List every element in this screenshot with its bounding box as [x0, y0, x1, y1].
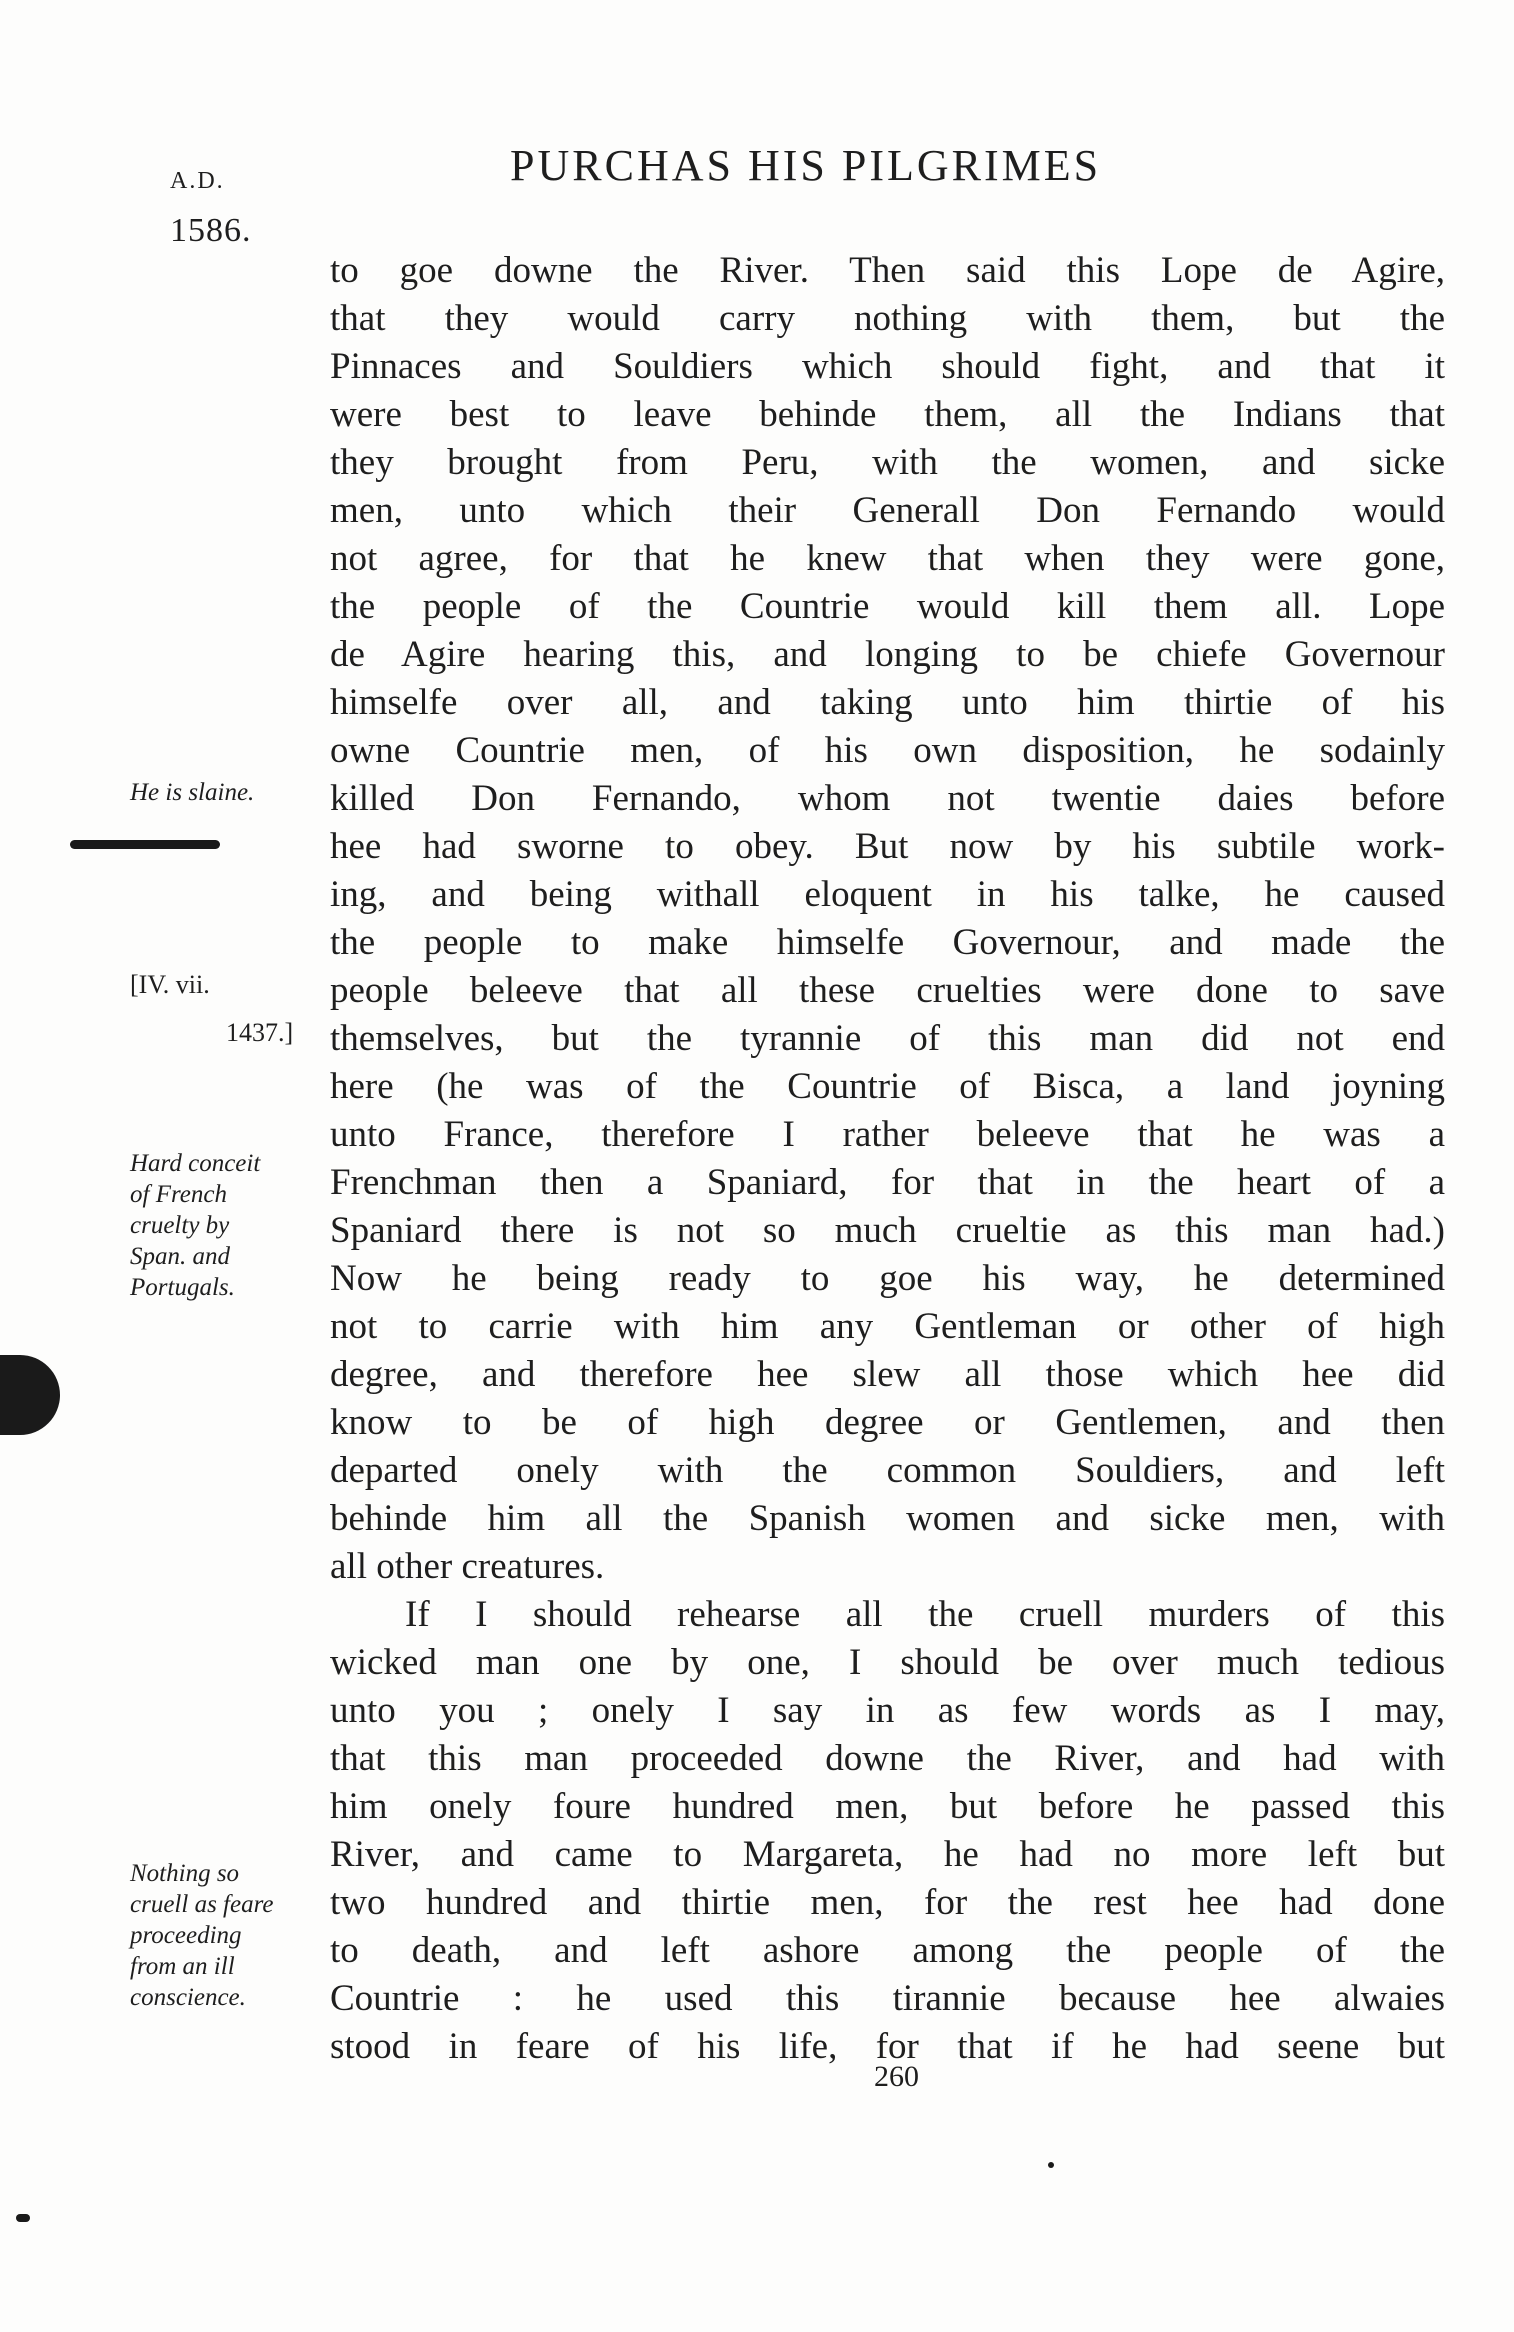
body-line: himselfe over all, and taking unto him thirtie of his: [330, 682, 1445, 723]
running-title: PURCHAS HIS PILGRIMES: [510, 141, 1102, 190]
margin-note-line: from an ill: [130, 1953, 235, 1980]
body-line: owne Countrie men, of his own disposition, he sodainly: [330, 730, 1445, 771]
body-line: were best to leave behinde them, all the Indians that: [330, 394, 1445, 435]
scan-shadow: [0, 1355, 60, 1435]
margin-note-line: He is slaine.: [130, 779, 255, 806]
margin-note-line: Nothing so: [130, 1860, 240, 1887]
body-line: Frenchman then a Spaniard, for that in the heart of a: [330, 1162, 1445, 1203]
body-line: that they would carry nothing with them, but the: [330, 298, 1445, 339]
margin-note-line: cruell as feare: [130, 1891, 274, 1918]
body-line: unto France, therefore I rather beleeve that he was a: [330, 1114, 1445, 1155]
body-line: behinde him all the Spanish women and sicke men, with: [330, 1498, 1445, 1539]
margin-reference-page: 1437.]: [226, 1018, 294, 1047]
body-line: wicked man one by one, I should be over much tedious: [330, 1642, 1445, 1683]
body-line: that this man proceeded downe the River, and had with: [330, 1738, 1445, 1779]
body-line: degree, and therefore hee slew all those which hee did: [330, 1354, 1445, 1395]
page-number: 260: [874, 2060, 919, 2093]
body-line: to death, and left ashore among the people of the: [330, 1930, 1445, 1971]
margin-note-nothing: [130, 1858, 273, 2013]
header-ad-label: A.D.: [170, 168, 225, 194]
body-line: men, unto which their Generall Don Fernando would: [330, 490, 1445, 531]
body-line: the people to make himselfe Governour, and made the: [330, 922, 1445, 963]
body-line: Now he being ready to goe his way, he determined: [330, 1258, 1445, 1299]
body-line: de Agire hearing this, and longing to be chiefe Governour: [330, 634, 1445, 675]
body-line: they brought from Peru, with the women, and sicke: [330, 442, 1445, 483]
body-line: hee had sworne to obey. But now by his subtile work-: [330, 826, 1445, 867]
ink-smudge: [70, 840, 220, 849]
body-line: River, and came to Margareta, he had no more left but: [330, 1834, 1445, 1875]
body-line: If I should rehearse all the cruell murders of this: [405, 1594, 1445, 1635]
ink-speck: [1048, 2162, 1054, 2168]
body-line: themselves, but the tyrannie of this man did not end: [330, 1018, 1445, 1059]
margin-note-line: proceeding: [130, 1922, 242, 1949]
body-line: know to be of high degree or Gentlemen, and then: [330, 1402, 1445, 1443]
body-line: people beleeve that all these cruelties were done to save: [330, 970, 1445, 1011]
margin-reference-volume: [IV. vii.: [130, 970, 210, 999]
margin-note-line: Hard conceit: [130, 1150, 261, 1177]
body-line: him onely foure hundred men, but before he passed this: [330, 1786, 1445, 1827]
body-line: to goe downe the River. Then said this Lope de Agire,: [330, 250, 1445, 291]
body-line: here (he was of the Countrie of Bisca, a land joyning: [330, 1066, 1445, 1107]
margin-note-line: Portugals.: [130, 1274, 235, 1301]
body-line: unto you ; onely I say in as few words as I may,: [330, 1690, 1445, 1731]
body-line: the people of the Countrie would kill them all. Lope: [330, 586, 1445, 627]
margin-note-line: of French: [130, 1181, 227, 1208]
margin-note-line: cruelty by: [130, 1212, 230, 1239]
body-line: two hundred and thirtie men, for the rest hee had done: [330, 1882, 1445, 1923]
body-line: not agree, for that he knew that when they were gone,: [330, 538, 1445, 579]
body-line: ing, and being withall eloquent in his talke, he caused: [330, 874, 1445, 915]
body-line: all other creatures.: [330, 1546, 605, 1587]
body-line: killed Don Fernando, whom not twentie daies before: [330, 778, 1445, 819]
margin-note-line: conscience.: [130, 1984, 246, 2011]
margin-note-slain: [130, 777, 254, 808]
header-year: 1586.: [170, 212, 252, 249]
body-line: not to carrie with him any Gentleman or other of high: [330, 1306, 1445, 1347]
ink-speck: [16, 2214, 30, 2222]
body-line: departed onely with the common Souldiers, and left: [330, 1450, 1445, 1491]
margin-note-conceit: [130, 1148, 260, 1303]
body-line: stood in feare of his life, for that if he had seene but: [330, 2026, 1445, 2067]
margin-note-line: Span. and: [130, 1243, 230, 1270]
body-line: Spaniard there is not so much crueltie as this man had.): [330, 1210, 1445, 1251]
body-line: Countrie : he used this tirannie because hee alwaies: [330, 1978, 1445, 2019]
body-line: Pinnaces and Souldiers which should fight, and that it: [330, 346, 1445, 387]
